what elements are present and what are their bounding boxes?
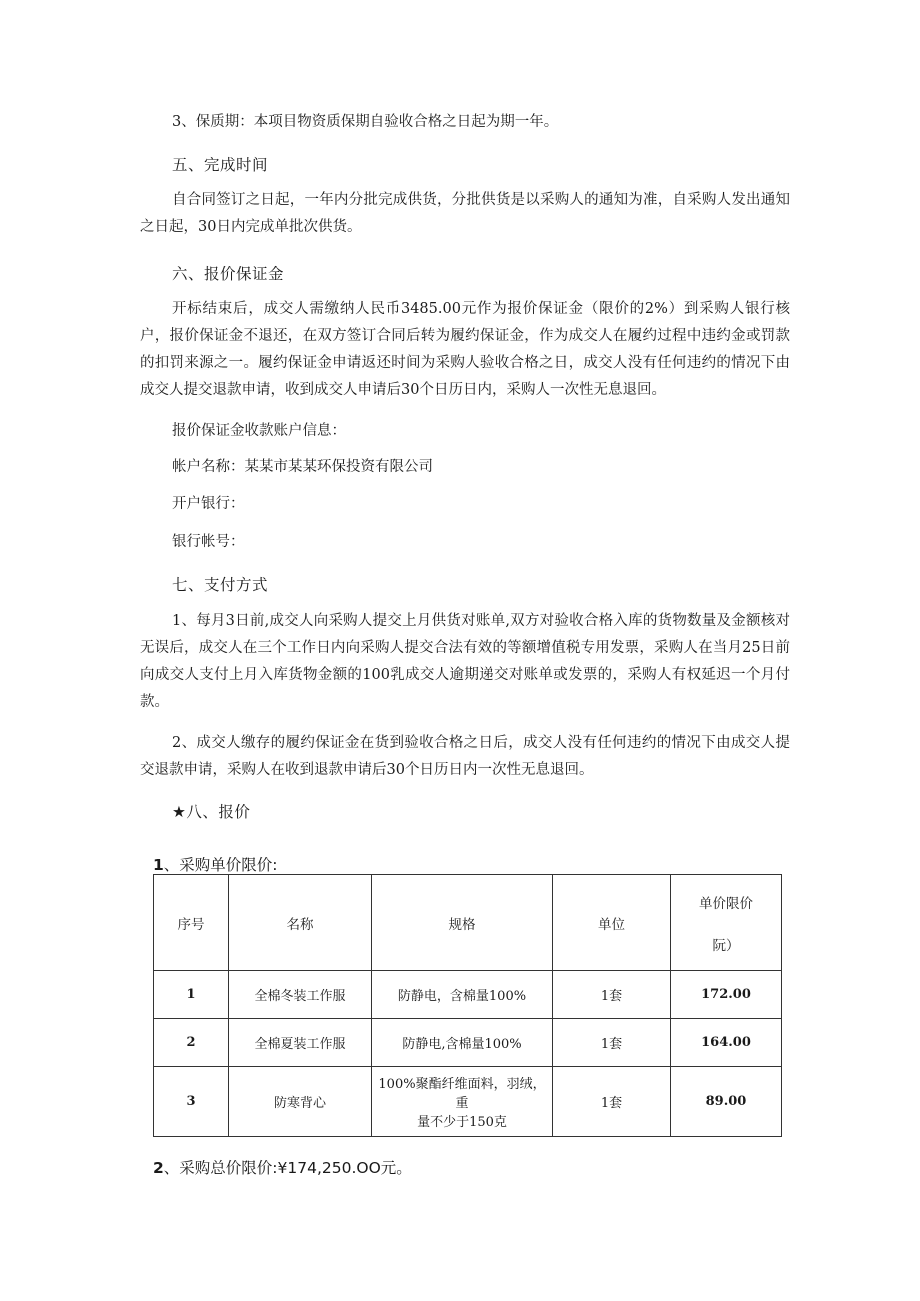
- bank-name: 开户银行：: [172, 496, 245, 512]
- payment-item-1: 1、每月3日前,成交人向采购人提交上月供货对账单,双方对验收合格入库的货物数量及金额核对无误后，成交人在三个工作日内向采购人提交合法有效的等额增值税专用发票，采购人在当月25日前向成交人支付上月入库货物金额的100乳成交人逾期递交对账单或发票的，采购人有权延迟一个月付款。: [140, 613, 790, 710]
- header-price-line-2: 阮）: [712, 937, 740, 954]
- bank-account-number: 银行帐号：: [172, 534, 245, 550]
- row-price: 89.00: [671, 1067, 782, 1137]
- price-table: [153, 874, 782, 1137]
- header-spec: 规格: [372, 875, 553, 971]
- row-price: 164.00: [671, 1019, 782, 1067]
- table-row: [154, 971, 782, 1019]
- row-unit: 1套: [553, 971, 671, 1019]
- row-spec: [372, 1067, 553, 1137]
- table-row: [154, 1019, 782, 1067]
- row-no: 2: [154, 1019, 229, 1067]
- section-8-title: ★八、报价: [172, 803, 251, 821]
- total-price-text: 、采购总价限价:¥174,250.OO元。: [163, 1159, 412, 1177]
- section-5-title: 五、完成时间: [172, 156, 269, 174]
- row-name: 全棉冬装工作服: [229, 971, 372, 1019]
- section-7-title: 七、支付方式: [172, 576, 269, 594]
- warranty-paragraph: 3、保质期：本项目物资质保期自验收合格之日起为期一年。: [172, 114, 559, 130]
- section-6-body: 开标结束后，成交人需缴纳人民币3485.00元作为报价保证金（限价的2%）到采购人银行核户，报价保证金不退还，在双方签订合同后转为履约保证金，作为成交人在履约过程中违约金或罚款的扣罚来源之一。履约保证金申请返还时间为采购人验收合格之日，成交人没有任何违约的情况下由成交人提交退款申请，收到成交人申请后30个日历日内，采购人一次性无息退回。: [140, 301, 790, 398]
- row-unit: 1套: [553, 1019, 671, 1067]
- account-info-label: 报价保证金收款账户信息：: [172, 423, 346, 439]
- row-name: 防寒背心: [229, 1067, 372, 1137]
- header-price-line-1: 单价限价: [699, 895, 753, 912]
- section-5-body: 自合同签订之日起，一年内分批完成供货，分批供货是以采购人的通知为准，自采购人发出通知之日起，30日内完成单批次供货。: [140, 192, 790, 235]
- header-no: 序号: [154, 875, 229, 971]
- payment-item-2: 2、成交人缴存的履约保证金在货到验收合格之日后，成交人没有任何违约的情况下由成交人提交退款申请，采购人在收到退款申请后30个日历日内一次性无息退回。: [140, 735, 790, 778]
- row-spec-line-1: 100%聚酯纤维面料，羽绒，重: [378, 1077, 546, 1111]
- table-header-row: [154, 875, 782, 971]
- header-unit: 单位: [553, 875, 671, 971]
- row-no: 1: [154, 971, 229, 1019]
- header-name: 名称: [229, 875, 372, 971]
- unit-price-limit-heading: [153, 853, 278, 875]
- row-unit: 1套: [553, 1067, 671, 1137]
- subheading-text: 、采购单价限价:: [163, 856, 278, 874]
- account-name: 帐户名称：某某市某某环保投资有限公司: [172, 459, 433, 475]
- row-no: 3: [154, 1067, 229, 1137]
- row-name: 全棉夏装工作服: [229, 1019, 372, 1067]
- row-spec: 防静电，含棉量100%: [372, 971, 553, 1019]
- subheading-number: 1: [153, 856, 164, 874]
- row-spec-line-2: 量不少于150克: [417, 1115, 507, 1130]
- header-unit-price: [671, 875, 782, 971]
- row-price: 172.00: [671, 971, 782, 1019]
- table-row: [154, 1067, 782, 1137]
- section-6-title: 六、报价保证金: [172, 265, 285, 283]
- subheading-number: 2: [153, 1159, 164, 1177]
- total-price-limit: [153, 1156, 412, 1178]
- row-spec: 防静电,含棉量100%: [372, 1019, 553, 1067]
